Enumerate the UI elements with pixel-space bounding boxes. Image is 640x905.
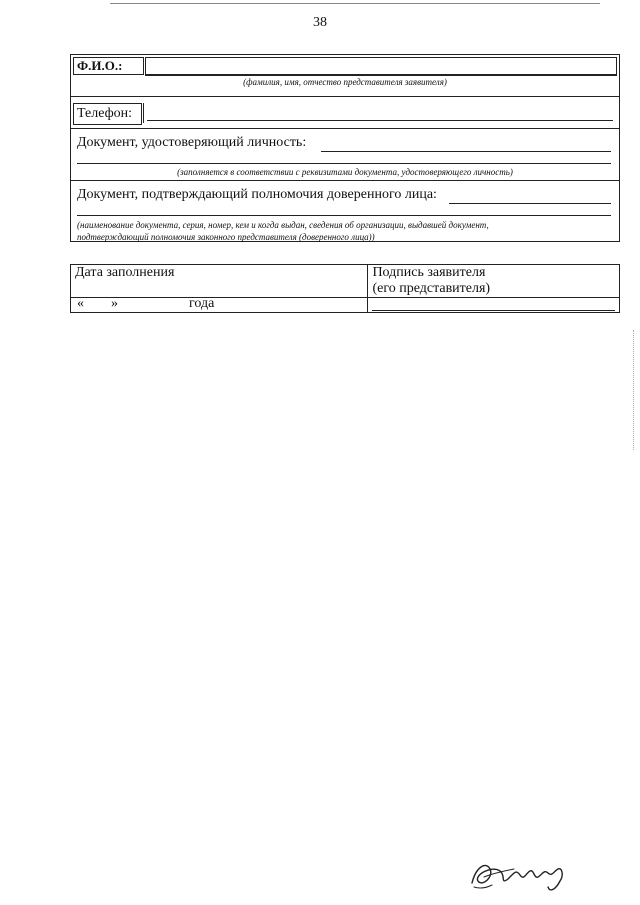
authority-doc-row xyxy=(71,181,619,241)
signature-table-header-row xyxy=(71,265,620,298)
phone-row xyxy=(71,97,619,129)
representative-block xyxy=(70,54,620,242)
sign-header-line-1: Подпись заявителя xyxy=(372,265,486,280)
scan-edge-marks xyxy=(633,330,638,450)
date-close-quote: » xyxy=(111,296,118,311)
fio-field[interactable] xyxy=(145,57,617,76)
phone-label: Телефон: xyxy=(73,103,142,125)
date-open-quote: « xyxy=(77,296,84,311)
date-field[interactable] xyxy=(71,298,368,313)
signature-table xyxy=(70,264,620,313)
identity-doc-field-2[interactable] xyxy=(77,163,611,164)
authority-doc-label: Документ, подтверждающий полномочия доверенного лица: xyxy=(77,187,437,202)
identity-doc-field[interactable] xyxy=(321,151,611,152)
date-header: Дата заполнения xyxy=(71,265,368,298)
handwritten-signature xyxy=(464,847,574,897)
identity-doc-hint: (заполняется в соответствии с реквизитами документа, удостоверяющего личность) xyxy=(177,167,513,177)
top-rule xyxy=(110,3,600,4)
sign-header-line-2: (его представителя) xyxy=(372,281,491,296)
page-number: 38 xyxy=(313,15,327,30)
signature-field[interactable] xyxy=(368,298,620,313)
authority-doc-field[interactable] xyxy=(449,203,611,204)
date-year: года xyxy=(189,296,215,311)
fio-label: Ф.И.О.: xyxy=(73,57,144,75)
sign-header xyxy=(368,265,620,298)
identity-doc-label: Документ, удостоверяющий личность: xyxy=(77,135,307,150)
identity-doc-row xyxy=(71,129,619,181)
fio-hint: (фамилия, имя, отчество представителя заявителя) xyxy=(243,77,447,87)
authority-doc-hint-line-1: (наименование документа, серия, номер, кем и когда выдан, сведения об организации, выдавшей документ, xyxy=(77,220,489,230)
signature-line xyxy=(372,298,615,311)
phone-divider xyxy=(143,103,144,123)
phone-field[interactable] xyxy=(147,120,613,121)
fio-row xyxy=(71,55,619,97)
authority-doc-hint xyxy=(77,219,489,243)
authority-doc-hint-line-2: подтверждающий полномочия законного представителя (доверенного лица)) xyxy=(77,232,375,242)
authority-doc-field-2[interactable] xyxy=(77,215,611,216)
signature-table-value-row xyxy=(71,298,620,313)
